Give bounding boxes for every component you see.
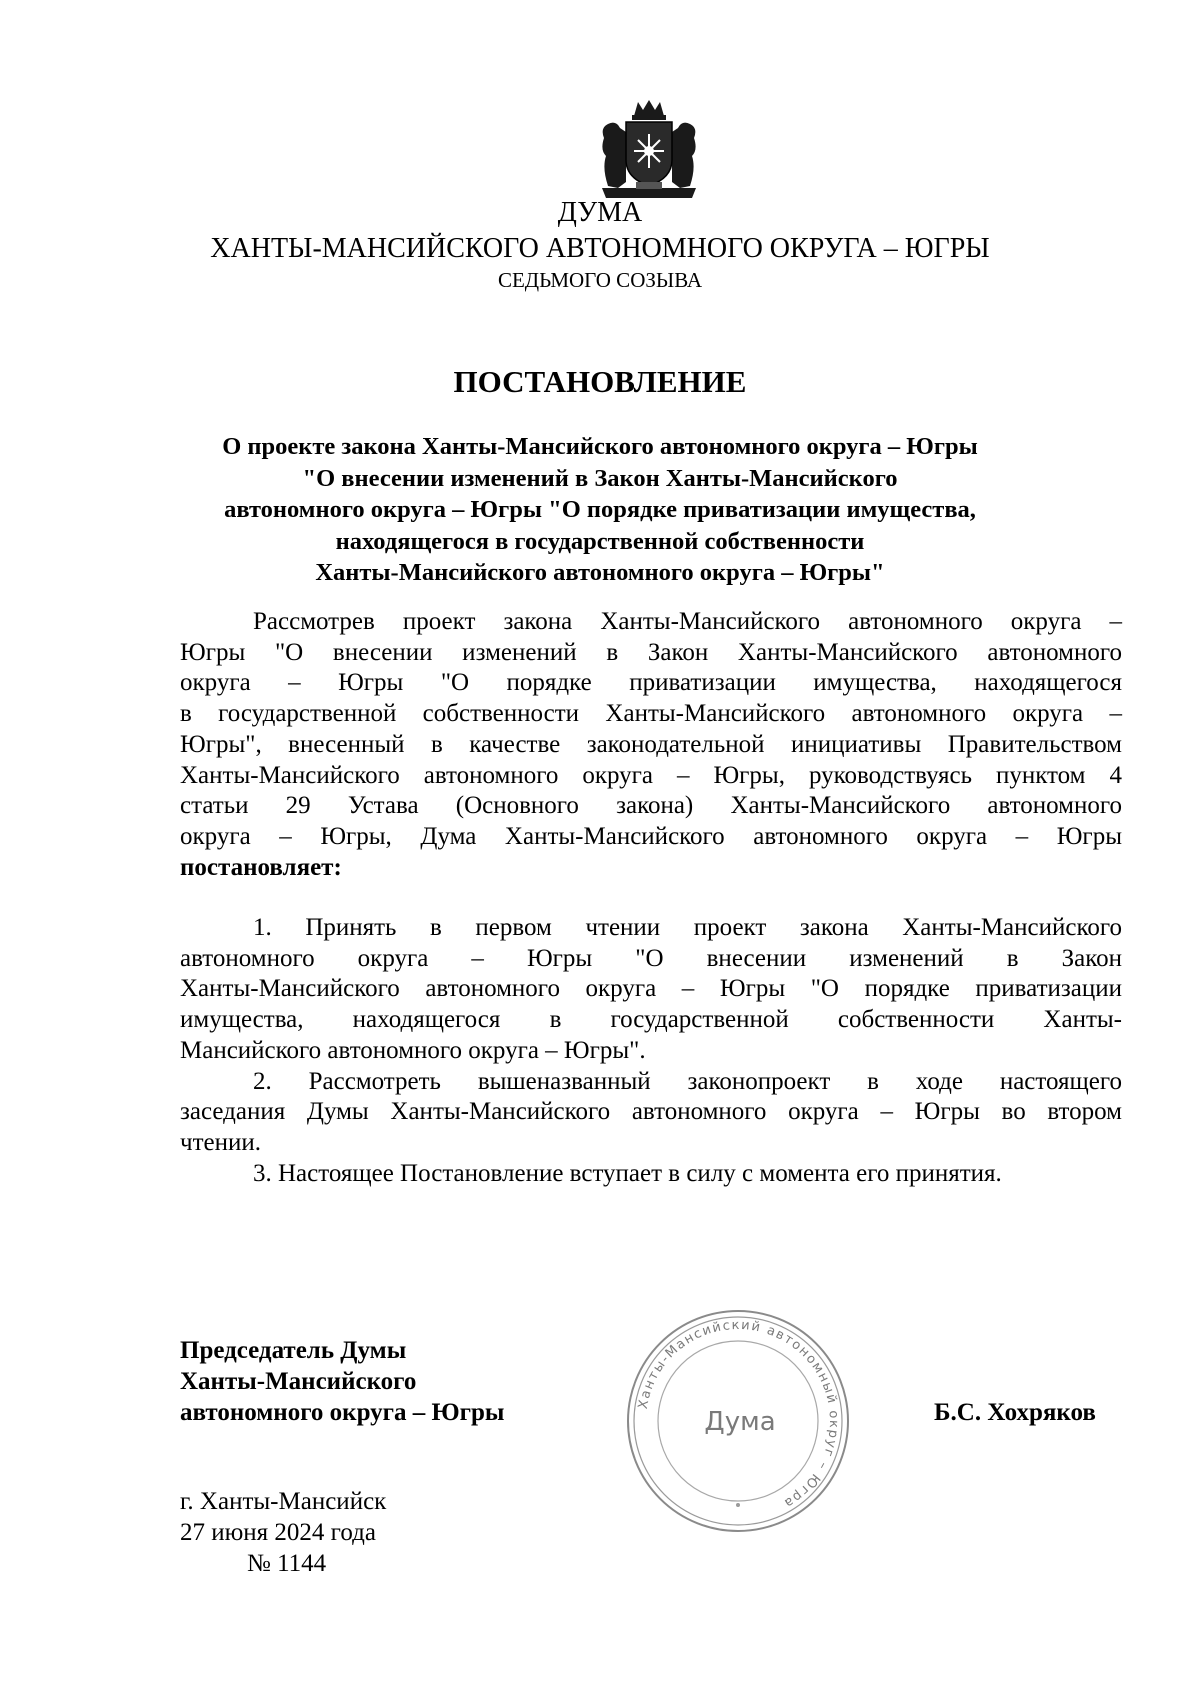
seal-ring-text: Ханты-Мансийский автономный округ – Югра (635, 1317, 842, 1512)
preamble-line: округа – Югры, Дума Ханты-Мансийского автономного округа – Югры (180, 822, 1122, 850)
item1-line: Ханты-Мансийского автономного округа – Югры "О порядке приватизации (180, 975, 1122, 1003)
preamble-line: Югры "О внесении изменений в Закон Ханты-Мансийского автономного (180, 638, 1122, 666)
position-line: автономного округа – Югры (180, 1399, 505, 1426)
title-line: находящегося в государственной собственности (335, 527, 865, 555)
place-and-date (180, 1486, 386, 1579)
resolves-text: постановляет: (180, 853, 342, 881)
document-type-heading: ПОСТАНОВЛЕНИЕ (453, 364, 747, 399)
signatory-name: Б.С. Хохряков (934, 1399, 1096, 1426)
resolves-word (180, 853, 1122, 884)
preamble-line: округа – Югры "О порядке приватизации имущества, находящегося (180, 669, 1122, 697)
item1-line: Мансийского автономного округа – Югры". (180, 1036, 646, 1064)
place: г. Ханты-Мансийск (180, 1488, 387, 1515)
item1-line: автономного округа – Югры "О внесении изменений в Закон (180, 944, 1122, 972)
item3-line: 3. Настоящее Постановление вступает в силу с момента его принятия. (253, 1159, 1002, 1187)
signatory-position (180, 1335, 504, 1428)
organization-name: ДУМА (557, 197, 643, 228)
coat-of-arms-emblem (596, 98, 702, 200)
item2-line: чтении. (180, 1128, 261, 1156)
title-line: автономного округа – Югры "О порядке приватизации имущества, (224, 496, 976, 523)
position-line: Председатель Думы (180, 1337, 407, 1364)
item1-line: 1. Принять в первом чтении проект закона Ханты-Мансийского (253, 914, 1122, 941)
seal-center-text: Дума (704, 1407, 776, 1437)
preamble-line: в государственной собственности Ханты-Мансийского автономного округа – (180, 700, 1122, 728)
title-line: "О внесении изменений в Закон Ханты-Мансийского (302, 464, 898, 492)
official-seal (622, 1305, 854, 1537)
preamble-line: статьи 29 Устава (Основного закона) Ханты-Мансийского автономного (180, 792, 1122, 820)
item1-line: имущества, находящегося в государственной собственности Ханты- (180, 1006, 1122, 1034)
preamble-line: Рассмотрев проект закона Ханты-Мансийского автономного округа – (253, 608, 1122, 635)
document-title (200, 431, 1000, 589)
document-number: № 1144 (247, 1550, 327, 1577)
preamble-line: Ханты-Мансийского автономного округа – Югры, руководствуясь пунктом 4 (180, 761, 1122, 789)
title-line: Ханты-Мансийского автономного округа – Югры" (315, 559, 885, 586)
item2-line: 2. Рассмотреть вышеназванный законопроект в ходе настоящего (253, 1067, 1122, 1095)
operative-items (180, 913, 1122, 1189)
convocation: СЕДЬМОГО СОЗЫВА (497, 268, 703, 292)
item2-line: заседания Думы Ханты-Мансийского автономного округа – Югры во втором (180, 1098, 1122, 1126)
region-name: ХАНТЫ-МАНСИЙСКОГО АВТОНОМНОГО ОКРУГА – ЮГРЫ (210, 233, 990, 264)
position-line: Ханты-Мансийского (180, 1368, 417, 1395)
preamble-line: Югры", внесенный в качестве законодательной инициативы Правительством (180, 730, 1122, 758)
preamble-paragraph (180, 607, 1122, 883)
date: 27 июня 2024 года (180, 1519, 376, 1546)
title-line: О проекте закона Ханты-Мансийского автономного округа – Югры (222, 433, 978, 460)
